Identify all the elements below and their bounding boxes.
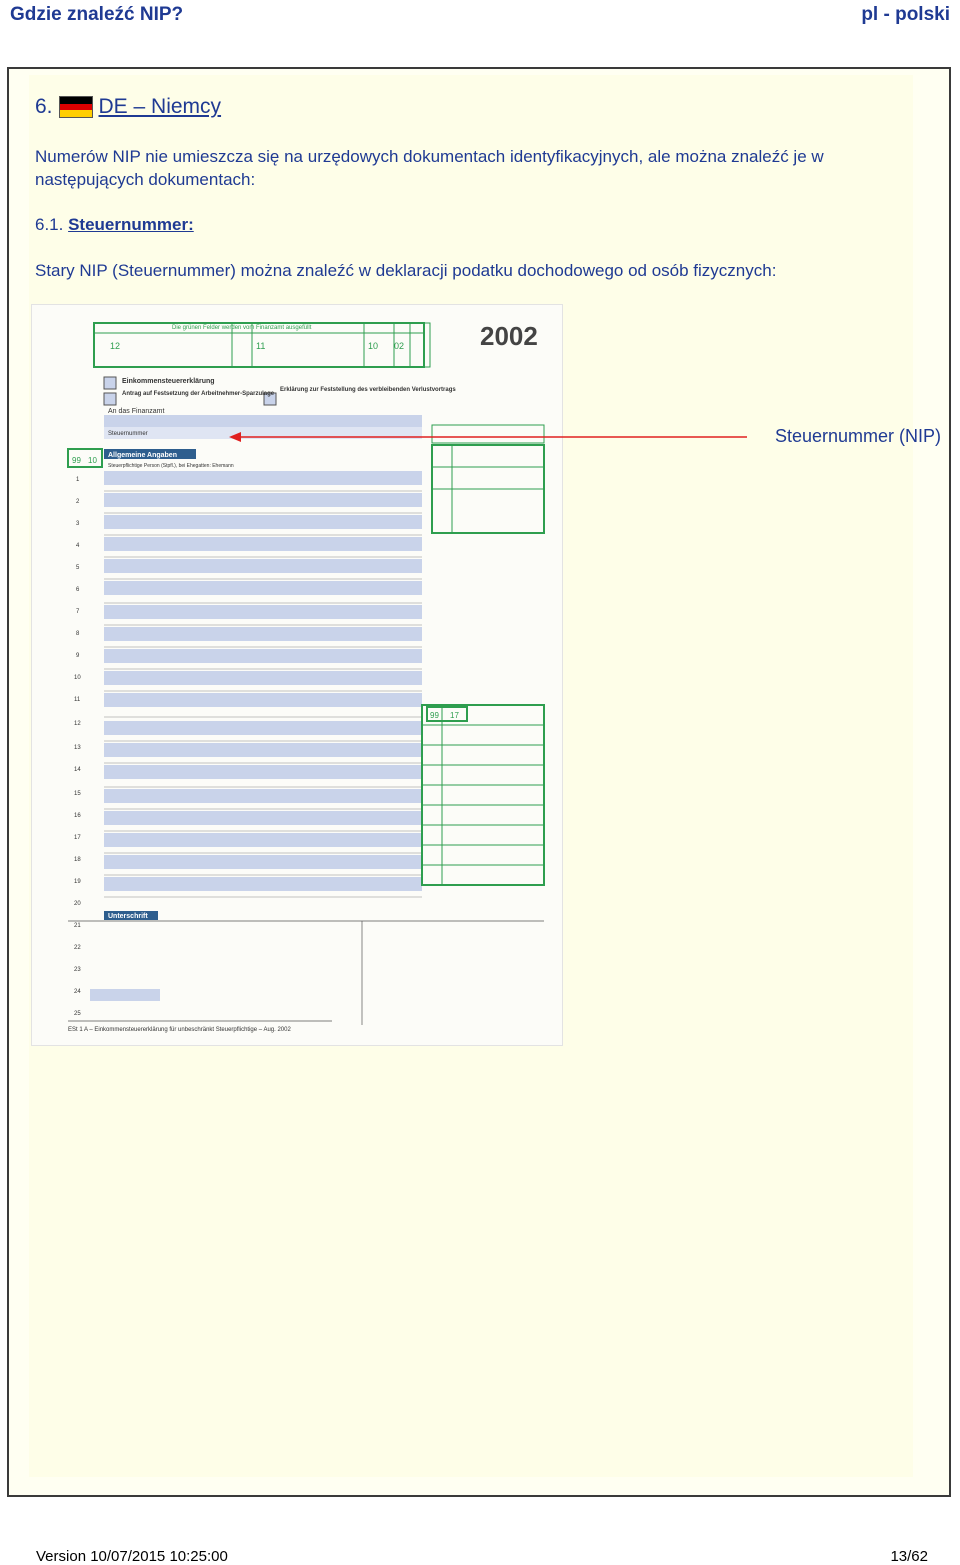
language-label: pl - polski (861, 4, 950, 25)
svg-text:12: 12 (74, 721, 81, 727)
germany-flag-icon (59, 96, 93, 118)
svg-text:10: 10 (368, 341, 379, 351)
form-footer-code: ESt 1 A – Einkommensteuererklärung für unbeschränkt Steuerpflichtige – Aug. 2002 (68, 1027, 291, 1033)
svg-text:11: 11 (256, 341, 266, 351)
svg-text:11: 11 (74, 697, 81, 703)
svg-text:99: 99 (72, 456, 81, 465)
svg-text:5: 5 (76, 565, 80, 571)
version-stamp: Version 10/07/2015 10:25:00 (36, 1548, 228, 1565)
document-title: Gdzie znaleźć NIP? (10, 4, 184, 25)
form-checkbox1-title: Einkommensteuererklärung (122, 378, 215, 385)
svg-text:25: 25 (74, 1011, 81, 1017)
section-number: 6. (35, 95, 53, 118)
subsection-heading (35, 215, 194, 235)
form-year: 2002 (480, 321, 538, 351)
svg-text:16: 16 (74, 813, 81, 819)
description-paragraph: Stary NIP (Steuernummer) można znaleźć w deklaracji podatku dochodowego od osób fizycznych: (35, 261, 777, 280)
svg-text:10: 10 (74, 675, 81, 681)
form-top-note: Die grünen Felder werden vom Finanzamt ausgefüllt (172, 325, 312, 331)
svg-text:17: 17 (74, 835, 81, 841)
svg-text:19: 19 (74, 879, 81, 885)
steuernummer-callout: Steuernummer (NIP) (774, 426, 941, 446)
svg-text:99: 99 (430, 711, 439, 720)
svg-text:17: 17 (450, 711, 459, 720)
svg-text:1: 1 (76, 477, 80, 483)
tax-form-drawing (32, 305, 562, 1045)
svg-text:3: 3 (76, 521, 80, 527)
svg-text:21: 21 (74, 923, 81, 929)
svg-text:8: 8 (76, 631, 80, 637)
svg-text:7: 7 (76, 609, 80, 615)
form-checkbox1-sub: Antrag auf Festsetzung der Arbeitnehmer-Sparzulage (122, 391, 275, 397)
svg-text:22: 22 (74, 945, 81, 951)
svg-text:18: 18 (74, 857, 81, 863)
svg-text:10: 10 (88, 456, 97, 465)
svg-text:15: 15 (74, 791, 81, 797)
svg-text:23: 23 (74, 967, 81, 973)
svg-text:02: 02 (394, 341, 405, 351)
callout-arrow (229, 431, 749, 445)
svg-text:13: 13 (74, 745, 81, 751)
svg-text:12: 12 (110, 341, 121, 351)
form-person-label: Steuerpflichtige Person (Stpfl.), bei Ehegatten: Ehemann (108, 463, 234, 469)
form-section-general: Allgemeine Angaben (108, 452, 177, 459)
section-heading (35, 95, 221, 119)
svg-text:4: 4 (76, 543, 80, 549)
svg-text:20: 20 (74, 901, 81, 907)
form-finanzamt: An das Finanzamt (108, 408, 165, 415)
subsection-title: Steuernummer: (68, 215, 194, 234)
svg-text:24: 24 (74, 989, 81, 995)
svg-text:2: 2 (76, 499, 80, 505)
intro-paragraph: Numerów NIP nie umieszcza się na urzędowych dokumentach identyfikacyjnych, ale można znaleźć je w następujących dokumentach: (35, 147, 824, 189)
form-signature: Unterschrift (108, 913, 148, 920)
content-frame (7, 67, 951, 1497)
subsection-number: 6.1. (35, 215, 64, 234)
svg-text:14: 14 (74, 767, 81, 773)
svg-text:9: 9 (76, 653, 80, 659)
svg-text:6: 6 (76, 587, 80, 593)
section-title-link[interactable]: DE – Niemcy (98, 95, 222, 118)
page-number: 13/62 (890, 1548, 928, 1565)
tax-form-image (31, 304, 563, 1046)
form-steuernummer: Steuernummer (108, 431, 148, 437)
form-checkbox2-title: Erklärung zur Feststellung des verbleibenden Verlustvortrags (280, 387, 456, 393)
